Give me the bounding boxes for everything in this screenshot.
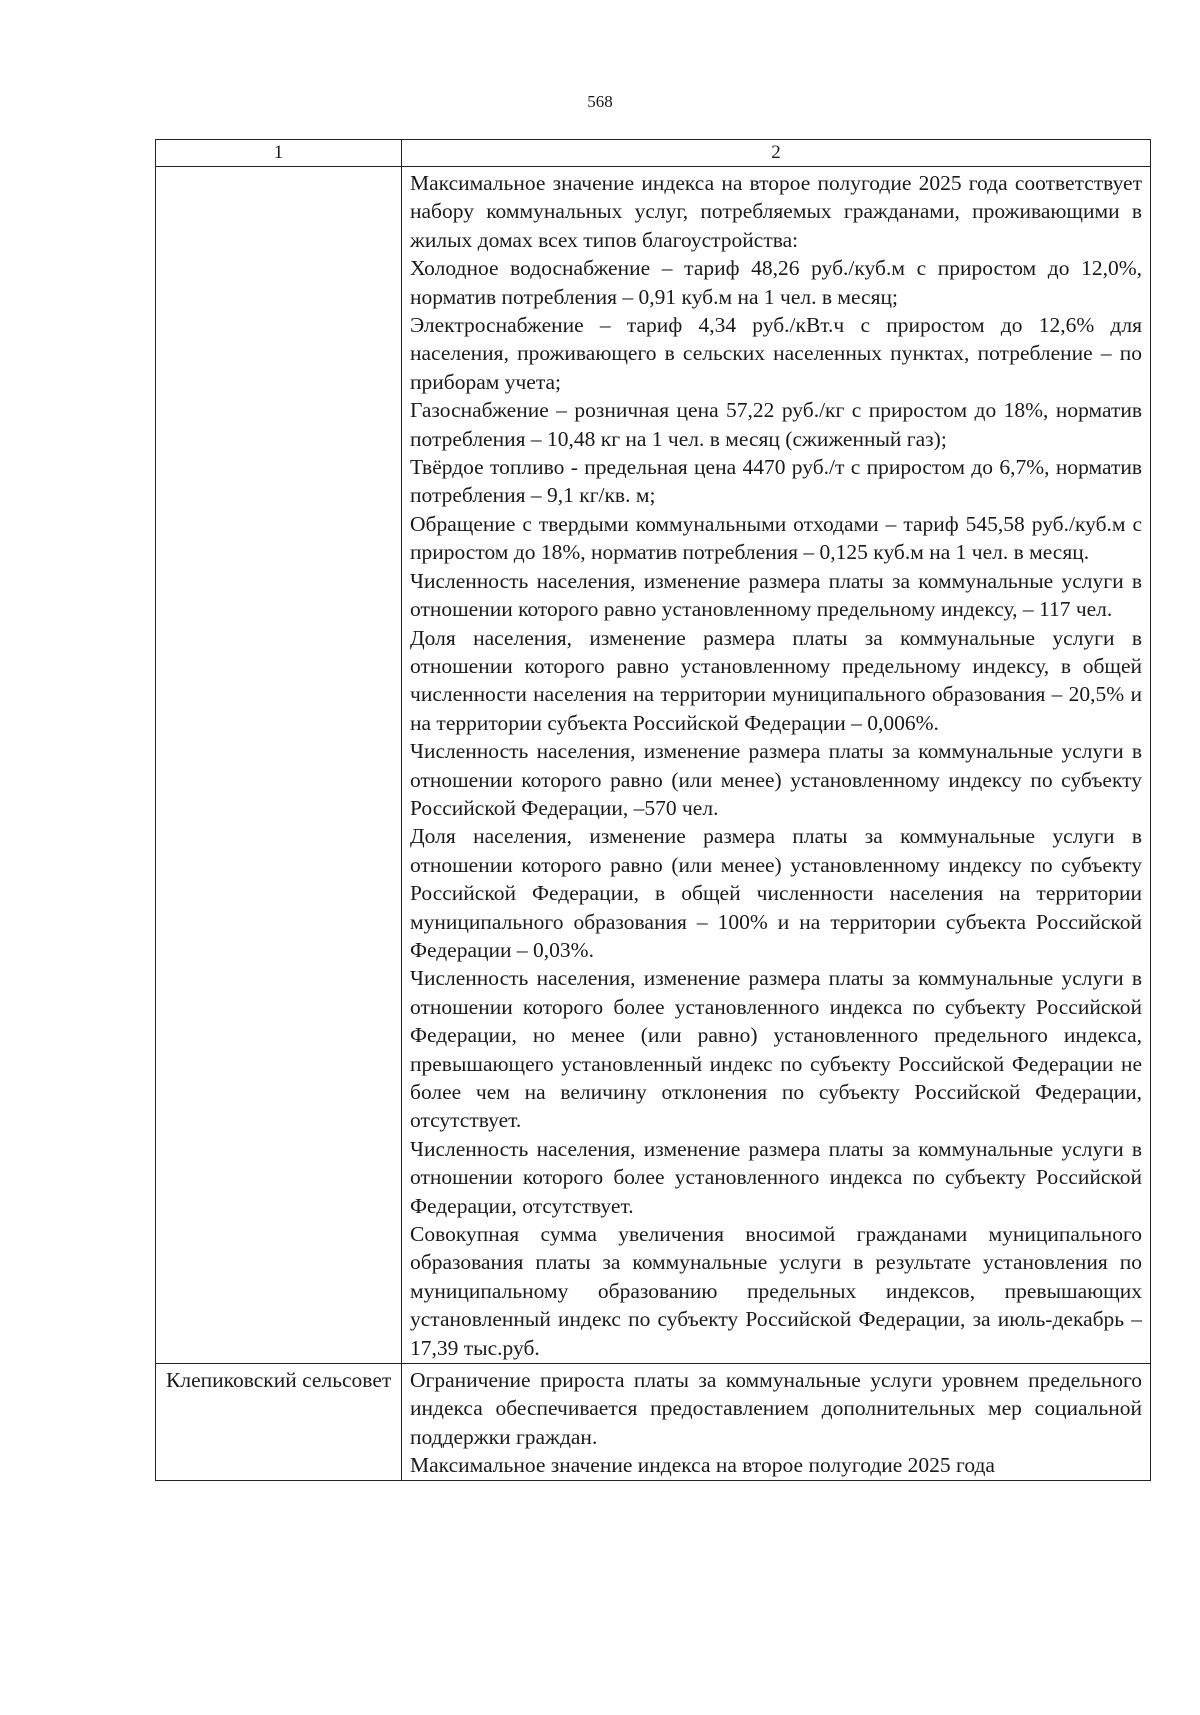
paragraph: Твёрдое топливо - предельная цена 4470 руб./т с приростом до 6,7%, норматив потребления – 9,1 кг/кв. м; <box>410 455 1142 508</box>
row-content <box>402 167 1151 1364</box>
document-table <box>155 139 1151 1481</box>
table-row <box>156 167 1151 1364</box>
page-number: 568 <box>587 92 613 111</box>
paragraph: Численность населения, изменение размера платы за коммунальные услуги в отношении которого равно установленному предельному индексу, – 117 чел. <box>410 568 1142 622</box>
paragraph: Численность населения, изменение размера платы за коммунальные услуги в отношении которого равно (или менее) установленному индексу по субъекту Российской Федерации, –570 чел. <box>410 739 1142 820</box>
paragraph: Электроснабжение – тариф 4,34 руб./кВт.ч с приростом до 12,6% для населения, проживающего в сельских населенных пунктах, потребление – по приборам учета; <box>410 313 1142 394</box>
paragraph: Численность населения, изменение размера платы за коммунальные услуги в отношении которого более установленного индекса по субъекту Российской Федерации, но менее (или равно) установленного предельного индекса, превышающего установленный индекс по субъекту Российской Федерации не более чем на величину отклонения по субъекту Российской Федерации, отсутствует. <box>410 966 1142 1133</box>
paragraph: Ограничение прироста платы за коммунальные услуги уровнем предельного индекса обеспечивается предоставлением дополнительных мер социальной поддержки граждан. <box>410 1368 1142 1449</box>
column-header-2: 2 <box>402 140 1151 167</box>
column-header-1: 1 <box>156 140 402 167</box>
paragraph: Холодное водоснабжение – тариф 48,26 руб./куб.м с приростом до 12,0%, норматив потребления – 0,91 куб.м на 1 чел. в месяц; <box>410 256 1142 309</box>
row-label: Клепиковский сельсовет <box>156 1364 402 1481</box>
row-content <box>402 1364 1151 1481</box>
paragraph: Максимальное значение индекса на второе полугодие 2025 года <box>410 1453 995 1478</box>
paragraph: Численность населения, изменение размера платы за коммунальные услуги в отношении которого более установленного индекса по субъекту Российской Федерации, отсутствует. <box>410 1136 1142 1218</box>
paragraph: Доля населения, изменение размера платы за коммунальные услуги в отношении которого равно установленному предельному индексу, в общей численности населения на территории муниципального образования – 20,5% и на территории субъекта Российской Федерации – 0,006%. <box>410 625 1142 735</box>
table-row <box>156 1364 1151 1481</box>
paragraph: Обращение с твердыми коммунальными отходами – тариф 545,58 руб./куб.м с приростом до 18%, норматив потребления – 0,125 куб.м на 1 чел. в месяц. <box>410 511 1142 565</box>
table-header-row <box>156 140 1151 167</box>
paragraph: Максимальное значение индекса на второе полугодие 2025 года соответствует набору коммунальных услуг, потребляемых гражданами, проживающими в жилых домах всех типов благоустройства: <box>410 171 1142 252</box>
paragraph: Газоснабжение – розничная цена 57,22 руб./кг с приростом до 18%, норматив потребления – 10,48 кг на 1 чел. в месяц (сжиженный газ); <box>410 398 1142 451</box>
paragraph: Доля населения, изменение размера платы за коммунальные услуги в отношении которого равно (или менее) установленному индексу по субъекту Российской Федерации, в общей численности населения на территории муниципального образования – 100% и на территории субъекта Российской Федерации – 0,03%. <box>410 824 1142 962</box>
paragraph: Совокупная сумма увеличения вносимой гражданами муниципального образования платы за коммунальные услуги в результате установления по муниципальному образованию предельных индексов, превышающих установленный индекс по субъекту Российской Федерации, за июль-декабрь – 17,39 тыс.руб. <box>410 1222 1142 1360</box>
row-label <box>156 167 402 1364</box>
